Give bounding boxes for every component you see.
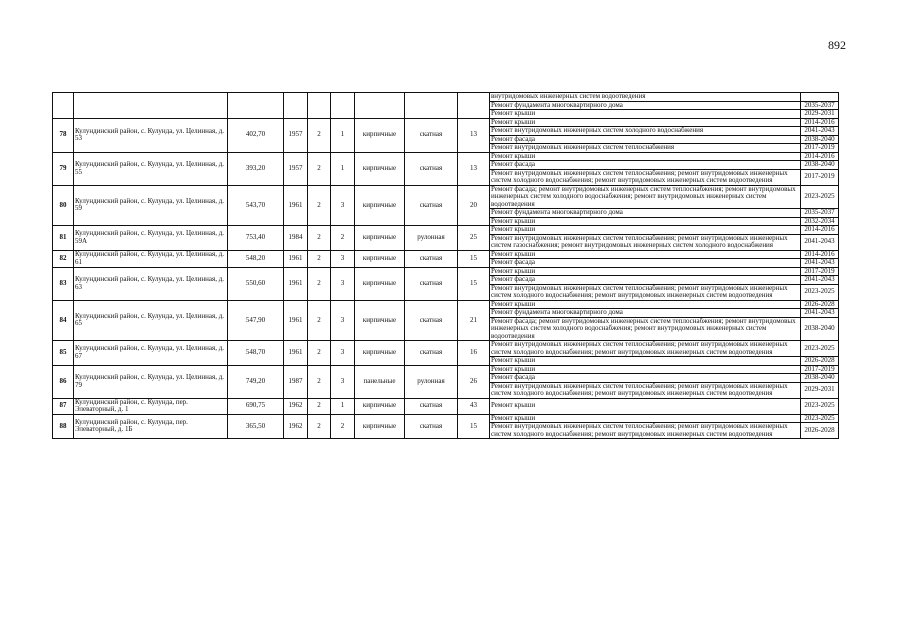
entry-roof: рулонная (405, 365, 458, 398)
entry-number: 79 (53, 152, 74, 185)
work-cell: Ремонт крыши (490, 357, 801, 366)
empty-cell (331, 93, 355, 119)
entry-floors: 2 (308, 398, 331, 414)
work-cell: Ремонт крыши (490, 398, 801, 414)
period-cell: 2029-2031 (801, 110, 839, 119)
entry-entrances: 1 (331, 118, 355, 152)
work-cell: Ремонт фасада; ремонт внутридомовых инженерных систем теплоснабжения; ремонт внутридомовых инженерных систем холодного водоснабжения; ремонт внутридомовых инженерных систем водоотведения (490, 185, 801, 209)
entry-year: 1962 (284, 414, 308, 439)
entry-roof: рулонная (405, 226, 458, 251)
work-cell: Ремонт крыши (490, 118, 801, 127)
entry-entrances: 2 (331, 414, 355, 439)
entry-area: 548,70 (228, 341, 284, 366)
work-cell: Ремонт внутридомовых инженерных систем теплоснабжения; ремонт внутридомовых инженерных систем холодного водоснабжения; ремонт внутридомовых инженерных систем водоотведения (490, 341, 801, 357)
entry-material: кирпичные (355, 226, 405, 251)
entry-material: кирпичные (355, 152, 405, 185)
work-cell: Ремонт внутридомовых инженерных систем теплоснабжения (490, 144, 801, 153)
entry-entrances: 1 (331, 398, 355, 414)
entry-count: 25 (458, 226, 490, 251)
period-cell: 2017-2019 (801, 144, 839, 153)
period-cell: 2023-2025 (801, 341, 839, 357)
entry-roof: скатная (405, 152, 458, 185)
entry-material: кирпичные (355, 398, 405, 414)
period-cell (801, 93, 839, 102)
table-row (53, 93, 839, 102)
entry-entrances: 3 (331, 365, 355, 398)
table-row (53, 398, 839, 414)
work-cell: Ремонт крыши (490, 365, 801, 374)
period-cell: 2038-2040 (801, 374, 839, 383)
work-cell: Ремонт крыши (490, 414, 801, 423)
table-row (53, 250, 839, 259)
entry-address: Кулундинский район, с. Кулунда, ул. Целинная, д. 79 (74, 365, 228, 398)
period-cell: 2041-2043 (801, 127, 839, 136)
entry-number: 83 (53, 267, 74, 300)
empty-cell (228, 93, 284, 119)
entry-entrances: 3 (331, 250, 355, 267)
period-cell: 2017-2019 (801, 267, 839, 276)
period-cell: 2038-2040 (801, 161, 839, 170)
work-cell: Ремонт фасада (490, 259, 801, 268)
entry-area: 548,20 (228, 250, 284, 267)
work-cell: Ремонт внутридомовых инженерных систем холодного водоснабжения (490, 127, 801, 136)
entry-year: 1962 (284, 398, 308, 414)
table-row (53, 341, 839, 357)
entry-count: 21 (458, 300, 490, 341)
empty-cell (405, 93, 458, 119)
entry-area: 550,60 (228, 267, 284, 300)
entry-floors: 2 (308, 365, 331, 398)
period-cell: 2041-2043 (801, 234, 839, 250)
entry-count: 15 (458, 414, 490, 439)
period-cell: 2014-2016 (801, 118, 839, 127)
period-cell: 2023-2025 (801, 284, 839, 300)
work-cell: Ремонт фасада (490, 161, 801, 170)
empty-cell (74, 93, 228, 119)
period-cell: 2038-2040 (801, 135, 839, 144)
entry-area: 365,50 (228, 414, 284, 439)
entry-entrances: 3 (331, 267, 355, 300)
work-cell: Ремонт фасада (490, 276, 801, 285)
entry-count: 16 (458, 341, 490, 366)
period-cell: 2023-2025 (801, 414, 839, 423)
period-cell: 2038-2040 (801, 317, 839, 341)
entry-floors: 2 (308, 414, 331, 439)
entry-area: 547,90 (228, 300, 284, 341)
work-cell: Ремонт крыши (490, 300, 801, 309)
work-cell: внутридомовых инженерных систем водоотведения (490, 93, 801, 102)
entry-number: 85 (53, 341, 74, 366)
work-cell: Ремонт крыши (490, 152, 801, 161)
entry-year: 1957 (284, 118, 308, 152)
entry-address: Кулундинский район, с. Кулунда, ул. Целинная, д. 53 (74, 118, 228, 152)
period-cell: 2017-2019 (801, 169, 839, 185)
period-cell: 2032-2034 (801, 217, 839, 226)
entry-number: 78 (53, 118, 74, 152)
period-cell: 2035-2037 (801, 101, 839, 110)
empty-cell (53, 93, 74, 119)
table-row (53, 300, 839, 309)
entry-address: Кулундинский район, с. Кулунда, ул. Целинная, д. 63 (74, 267, 228, 300)
entry-entrances: 3 (331, 341, 355, 366)
page-number: 892 (828, 38, 846, 52)
entry-roof: скатная (405, 118, 458, 152)
period-cell: 2014-2016 (801, 152, 839, 161)
period-cell: 2026-2028 (801, 357, 839, 366)
entry-material: кирпичные (355, 250, 405, 267)
entry-roof: скатная (405, 414, 458, 439)
work-cell: Ремонт крыши (490, 250, 801, 259)
entry-year: 1957 (284, 152, 308, 185)
work-cell: Ремонт крыши (490, 267, 801, 276)
entry-material: кирпичные (355, 185, 405, 226)
period-cell: 2023-2025 (801, 398, 839, 414)
table-row (53, 267, 839, 276)
period-cell: 2041-2043 (801, 259, 839, 268)
entry-address: Кулундинский район, с. Кулунда, пер. Элеваторный, д. 1 (74, 398, 228, 414)
entry-material: панельные (355, 365, 405, 398)
entry-address: Кулундинский район, с. Кулунда, ул. Целинная, д. 65 (74, 300, 228, 341)
entry-address: Кулундинский район, с. Кулунда, ул. Целинная, д. 61 (74, 250, 228, 267)
entry-year: 1984 (284, 226, 308, 251)
work-cell: Ремонт фундамента многоквартирного дома (490, 101, 801, 110)
work-cell: Ремонт внутридомовых инженерных систем теплоснабжения; ремонт внутридомовых инженерных систем холодного водоснабжения; ремонт внутридомовых инженерных систем водоотведения (490, 423, 801, 439)
entry-material: кирпичные (355, 300, 405, 341)
entry-floors: 2 (308, 341, 331, 366)
work-cell: Ремонт фундамента многоквартирного дома (490, 309, 801, 318)
entry-roof: скатная (405, 267, 458, 300)
entry-roof: скатная (405, 300, 458, 341)
entry-number: 87 (53, 398, 74, 414)
work-cell: Ремонт крыши (490, 226, 801, 235)
entry-number: 88 (53, 414, 74, 439)
entry-area: 402,70 (228, 118, 284, 152)
entry-roof: скатная (405, 398, 458, 414)
entry-floors: 2 (308, 226, 331, 251)
entry-entrances: 3 (331, 185, 355, 226)
entry-number: 84 (53, 300, 74, 341)
entry-number: 82 (53, 250, 74, 267)
entry-number: 80 (53, 185, 74, 226)
entry-count: 13 (458, 152, 490, 185)
table-row (53, 414, 839, 423)
entry-number: 81 (53, 226, 74, 251)
entry-floors: 2 (308, 152, 331, 185)
entry-year: 1961 (284, 267, 308, 300)
work-cell: Ремонт крыши (490, 110, 801, 119)
entry-floors: 2 (308, 185, 331, 226)
period-cell: 2023-2025 (801, 185, 839, 209)
entry-area: 749,20 (228, 365, 284, 398)
empty-cell (458, 93, 490, 119)
entry-area: 543,70 (228, 185, 284, 226)
entry-roof: скатная (405, 250, 458, 267)
entry-year: 1961 (284, 185, 308, 226)
entry-roof: скатная (405, 185, 458, 226)
entry-address: Кулундинский район, с. Кулунда, ул. Целинная, д. 55 (74, 152, 228, 185)
table-row (53, 185, 839, 209)
work-cell: Ремонт внутридомовых инженерных систем теплоснабжения; ремонт внутридомовых инженерных систем холодного водоснабжения; ремонт внутридомовых инженерных систем водоотведения (490, 169, 801, 185)
entry-floors: 2 (308, 250, 331, 267)
entry-count: 20 (458, 185, 490, 226)
period-cell: 2014-2016 (801, 250, 839, 259)
table-row (53, 365, 839, 374)
work-cell: Ремонт фасада; ремонт внутридомовых инженерных систем теплоснабжения; ремонт внутридомовых инженерных систем холодного водоснабжения; ремонт внутридомовых инженерных систем водоотведения (490, 317, 801, 341)
table-row (53, 118, 839, 127)
period-cell: 2026-2028 (801, 423, 839, 439)
empty-cell (308, 93, 331, 119)
entry-count: 15 (458, 250, 490, 267)
entry-address: Кулундинский район, с. Кулунда, ул. Целинная, д. 59А (74, 226, 228, 251)
entry-count: 26 (458, 365, 490, 398)
entry-count: 15 (458, 267, 490, 300)
empty-cell (284, 93, 308, 119)
entry-count: 13 (458, 118, 490, 152)
entry-year: 1961 (284, 341, 308, 366)
entry-material: кирпичные (355, 267, 405, 300)
entry-area: 690,75 (228, 398, 284, 414)
entry-material: кирпичные (355, 414, 405, 439)
work-cell: Ремонт внутридомовых инженерных систем теплоснабжения; ремонт внутридомовых инженерных систем газоснабжения; ремонт внутридомовых инженерных систем холодного водоснабжения (490, 234, 801, 250)
entry-address: Кулундинский район, с. Кулунда, ул. Целинная, д. 59 (74, 185, 228, 226)
entry-year: 1987 (284, 365, 308, 398)
period-cell: 2035-2037 (801, 209, 839, 218)
table-row (53, 226, 839, 235)
entry-year: 1961 (284, 250, 308, 267)
entry-area: 753,40 (228, 226, 284, 251)
entry-floors: 2 (308, 118, 331, 152)
entry-address: Кулундинский район, с. Кулунда, пер. Элеваторный, д. 1Б (74, 414, 228, 439)
work-cell: Ремонт фасада (490, 374, 801, 383)
entry-entrances: 3 (331, 300, 355, 341)
work-cell: Ремонт внутридомовых инженерных систем теплоснабжения; ремонт внутридомовых инженерных систем холодного водоснабжения; ремонт внутридомовых инженерных систем водоотведения (490, 382, 801, 398)
work-cell: Ремонт фасада (490, 135, 801, 144)
entry-material: кирпичные (355, 118, 405, 152)
entry-year: 1961 (284, 300, 308, 341)
period-cell: 2041-2043 (801, 309, 839, 318)
work-cell: Ремонт внутридомовых инженерных систем теплоснабжения; ремонт внутридомовых инженерных систем холодного водоснабжения; ремонт внутридомовых инженерных систем водоотведения (490, 284, 801, 300)
period-cell: 2029-2031 (801, 382, 839, 398)
work-cell: Ремонт фундамента многоквартирного дома (490, 209, 801, 218)
period-cell: 2026-2028 (801, 300, 839, 309)
period-cell: 2017-2019 (801, 365, 839, 374)
entry-material: кирпичные (355, 341, 405, 366)
empty-cell (355, 93, 405, 119)
entry-entrances: 2 (331, 226, 355, 251)
work-cell: Ремонт крыши (490, 217, 801, 226)
entry-number: 86 (53, 365, 74, 398)
table-row (53, 152, 839, 161)
entry-address: Кулундинский район, с. Кулунда, ул. Целинная, д. 67 (74, 341, 228, 366)
capital-repair-table (52, 92, 839, 439)
entry-count: 43 (458, 398, 490, 414)
entry-roof: скатная (405, 341, 458, 366)
table-body (53, 93, 839, 439)
entry-area: 393,20 (228, 152, 284, 185)
entry-entrances: 1 (331, 152, 355, 185)
entry-floors: 2 (308, 267, 331, 300)
entry-floors: 2 (308, 300, 331, 341)
period-cell: 2014-2016 (801, 226, 839, 235)
period-cell: 2041-2043 (801, 276, 839, 285)
